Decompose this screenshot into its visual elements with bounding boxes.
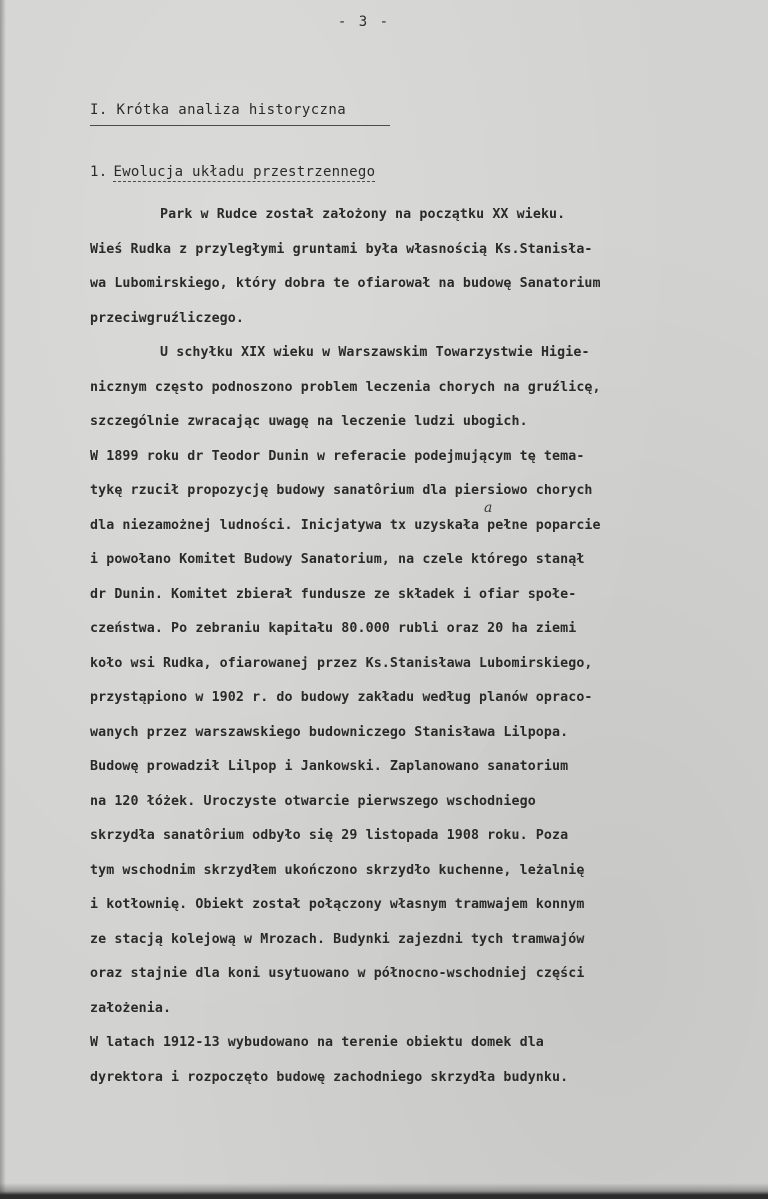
text-line: i powołano Komitet Budowy Sanatorium, na czele którego stanął	[90, 552, 585, 567]
text-line: U schyłku XIX wieku w Warszawskim Towarzystwie Higie-	[160, 345, 590, 360]
text-line: dla niezamożnej ludności. Inicjatywa tx uzyskała pełne poparcie	[90, 517, 601, 533]
body-text	[90, 198, 760, 1095]
text-line: oraz stajnie dla koni usytuowano w północno-wschodniej części	[90, 966, 585, 981]
handwritten-correction: a	[484, 500, 493, 516]
text-line: na 120 łóżek. Uroczyste otwarcie pierwszego wschodniego	[90, 793, 536, 809]
text-line: koło wsi Rudka, ofiarowanej przez Ks.Stanisława Lubomirskiego,	[90, 655, 593, 671]
text-line: tykę rzucił propozycję budowy sanatôrium dla piersiowo chorych	[90, 483, 593, 498]
text-line: tym wschodnim skrzydłem ukończono skrzydło kuchenne, leżalnię	[90, 862, 585, 878]
text-line: W latach 1912-13 wybudowano na terenie obiektu domek dla	[90, 1035, 544, 1050]
text-line: wa Lubomirskiego, który dobra te ofiarował na budowę Sanatorium	[90, 276, 601, 291]
page-number: - 3 -	[337, 14, 391, 30]
subsection-heading	[90, 164, 375, 180]
text-line: W 1899 roku dr Teodor Dunin w referacie podejmującym tę tema-	[90, 448, 585, 464]
text-line: czeństwa. Po zebraniu kapitału 80.000 rubli oraz 20 ha ziemi	[90, 621, 577, 636]
text-line: i kotłownię. Obiekt został połączony własnym tramwajem konnym	[90, 897, 585, 912]
text-line: skrzydła sanatôrium odbyło się 29 listopada 1908 roku. Poza	[90, 828, 569, 843]
text-line: ze stacją kolejową w Mrozach. Budynki zajezdni tych tramwajów	[90, 931, 585, 947]
section-title: I. Krótka analiza historyczna	[90, 102, 347, 118]
text-line: dyrektora i rozpoczęto budowę zachodniego skrzydła budynku.	[90, 1069, 569, 1085]
text-line: Park w Rudce został założony na początku XX wieku.	[160, 207, 566, 222]
text-line: szczególnie zwracając uwagę na leczenie ludzi ubogich.	[90, 414, 528, 429]
text-line: wanych przez warszawskiego budowniczego Stanisława Lilpopa.	[90, 724, 569, 740]
text-line: dr Dunin. Komitet zbierał fundusze ze składek i ofiar społe-	[90, 586, 577, 602]
scan-bottom-edge	[0, 1183, 768, 1199]
text-line: Wieś Rudka z przyległymi gruntami była własnością Ks.Stanisła-	[90, 241, 593, 257]
text-line: Budowę prowadził Lilpop i Jankowski. Zaplanowano sanatorium	[90, 759, 569, 774]
text-line: przeciwgruźliczego.	[90, 310, 245, 326]
subsection-number: 1.	[90, 164, 108, 180]
text-line: nicznym często podnoszono problem leczenia chorych na gruźlicę,	[90, 379, 601, 395]
page-left-shadow	[0, 0, 6, 1199]
section-title-underline	[90, 125, 390, 126]
text-line: założenia.	[90, 1000, 172, 1016]
subsection-title: Ewolucja układu przestrzennego	[113, 164, 376, 180]
text-line: przystąpiono w 1902 r. do budowy zakładu według planów opraco-	[90, 690, 593, 705]
